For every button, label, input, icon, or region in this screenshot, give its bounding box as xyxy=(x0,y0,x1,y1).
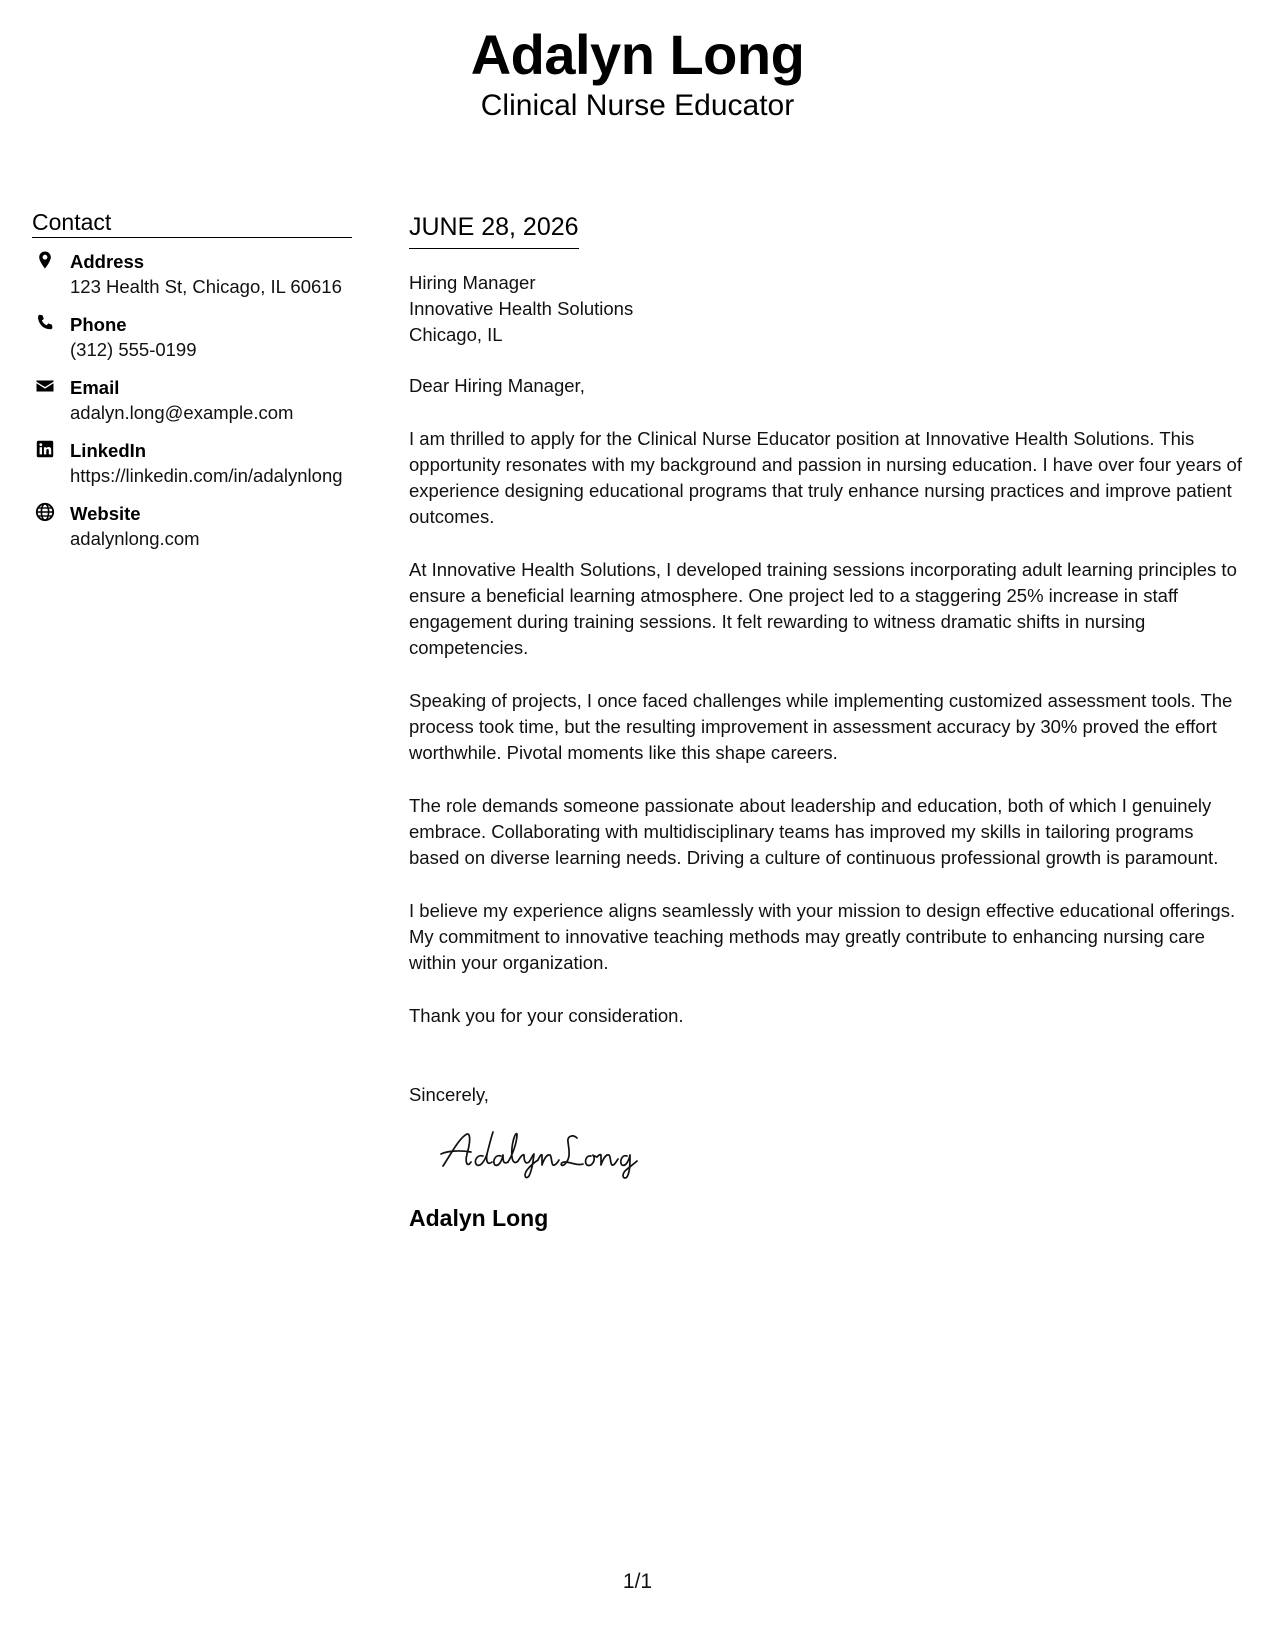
website-link[interactable]: adalynlong.com xyxy=(70,528,200,549)
phone-icon xyxy=(35,313,55,333)
applicant-name: Adalyn Long xyxy=(470,23,805,86)
closing: Sincerely, xyxy=(409,1084,489,1105)
contact-label: Address xyxy=(70,251,145,272)
body-paragraph: At Innovative Health Solutions, I developed training sessions incorporating adult learning principles to ensure a beneficial learning atmosphere. One project led to a staggering 25% increase in staff engagement during training sessions. It felt rewarding to witness dramatic shifts in nursing competencies. xyxy=(409,559,1237,658)
contact-item-address xyxy=(32,249,352,299)
document-header xyxy=(0,22,1275,124)
applicant-title: Clinical Nurse Educator xyxy=(480,89,795,122)
globe-icon xyxy=(35,502,55,522)
contact-sidebar xyxy=(32,208,352,564)
contact-item-email xyxy=(32,375,352,425)
recipient-line: Chicago, IL xyxy=(409,324,503,345)
linkedin-link[interactable]: https://linkedin.com/in/adalynlong xyxy=(70,465,343,486)
recipient-line: Innovative Health Solutions xyxy=(409,298,634,319)
contact-item-website xyxy=(32,501,352,551)
email-link[interactable]: adalyn.long@example.com xyxy=(70,402,294,423)
contact-value: (312) 555-0199 xyxy=(70,339,197,360)
handwritten-signature xyxy=(437,1124,657,1180)
map-pin-icon xyxy=(35,250,55,270)
letter-body xyxy=(409,212,1249,1232)
contact-label: Email xyxy=(70,377,120,398)
contact-label: Phone xyxy=(70,314,127,335)
contact-label: LinkedIn xyxy=(70,440,147,461)
contact-heading: Contact xyxy=(32,208,352,238)
page-number: 1/1 xyxy=(622,1570,653,1593)
contact-label: Website xyxy=(70,503,141,524)
envelope-icon xyxy=(35,376,55,396)
greeting: Dear Hiring Manager, xyxy=(409,375,585,396)
body-paragraph: Speaking of projects, I once faced challenges while implementing customized assessment tools. The process took time, but the resulting improvement in assessment accuracy by 30% proved the effort worthwhile. Pivotal moments like this shape careers. xyxy=(409,690,1233,763)
contact-value: 123 Health St, Chicago, IL 60616 xyxy=(70,276,342,297)
recipient-block xyxy=(409,270,1249,348)
contact-item-linkedin xyxy=(32,438,352,488)
body-paragraph: I believe my experience aligns seamlessly with your mission to design effective educational offerings. My commitment to innovative teaching methods may greatly contribute to enhancing nursing care within your organization. xyxy=(409,900,1236,973)
body-paragraph: The role demands someone passionate about leadership and education, both of which I genuinely embrace. Collaborating with multidisciplinary teams has improved my skills in tailoring programs based on diverse learning needs. Driving a culture of continuous professional growth is paramount. xyxy=(409,795,1219,868)
contact-list xyxy=(32,249,352,551)
linkedin-icon xyxy=(35,439,55,459)
contact-item-phone xyxy=(32,312,352,362)
letter-date: JUNE 28, 2026 xyxy=(409,212,579,249)
recipient-line: Hiring Manager xyxy=(409,272,536,293)
thanks-line: Thank you for your consideration. xyxy=(409,1005,684,1026)
body-paragraph: I am thrilled to apply for the Clinical Nurse Educator position at Innovative Health Solutions. This opportunity resonates with my background and passion in nursing education. I have over four years of experience designing educational programs that truly enhance nursing practices and improve patient outcomes. xyxy=(409,428,1242,527)
signed-name: Adalyn Long xyxy=(409,1205,549,1231)
